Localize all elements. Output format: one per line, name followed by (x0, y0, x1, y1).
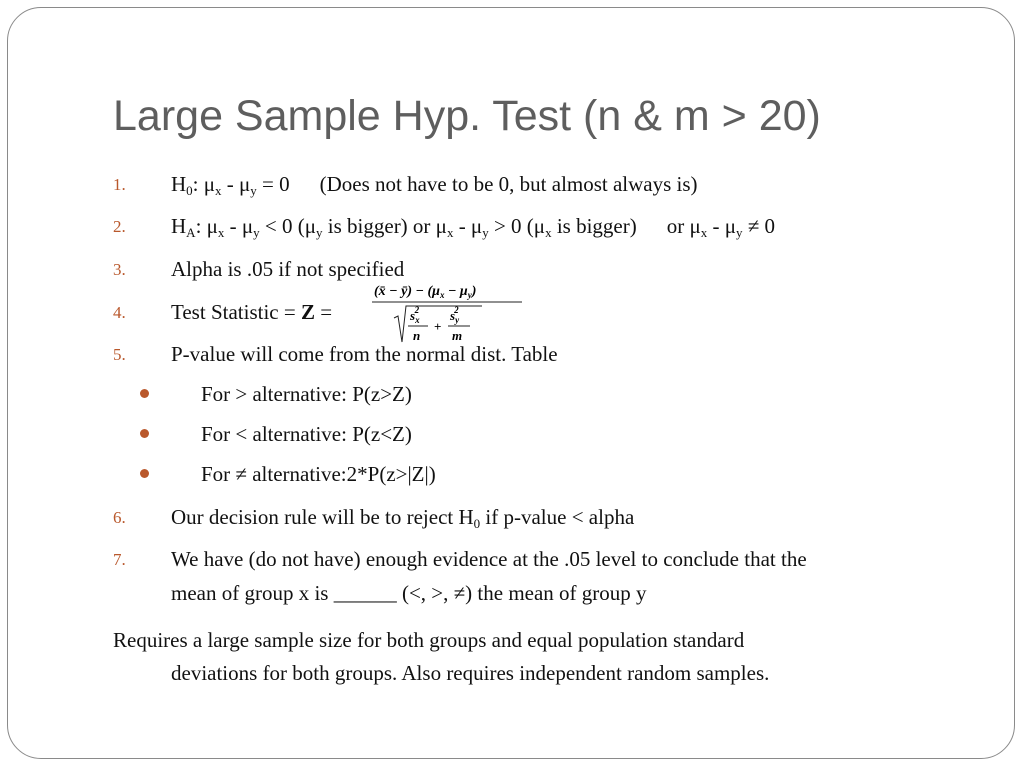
item-6-text: Our decision rule will be to reject $H_0$ if p-value < alpha (171, 505, 635, 531)
formula-numerator: (x̄ − ȳ) − $(\mu_x - \mu_y)$ (374, 284, 477, 300)
test-statistic-formula (372, 280, 522, 350)
formula-sy: $s_y2$ (450, 305, 460, 325)
requirements-paragraph (113, 624, 769, 690)
formula-m: m (452, 328, 463, 343)
bullet-greater: For > alternative: P(z>Z) (201, 382, 412, 406)
bullet-dot (140, 389, 149, 398)
item-2-number: 2. (113, 217, 126, 236)
item-3-text: Alpha is .05 if not specified (171, 257, 405, 281)
formula-n: n (413, 328, 421, 343)
formula-sx: $s_x2$ (410, 305, 420, 325)
bullet-dot (140, 429, 149, 438)
item-1-number: 1. (113, 175, 126, 194)
item-4-number: 4. (113, 303, 126, 322)
bullet-dot (140, 469, 149, 478)
item-7-line-2: mean of group x is ______ (<, >, ≠) the mean of group y (171, 581, 647, 605)
requirements-line-2: deviations for both groups. Also requires independent random samples. (171, 661, 770, 685)
item-3-number: 3. (113, 260, 126, 279)
item-1-text: $H_0$: $\mu_x - \mu_y = 0$ (Does not have to be 0, but almost always is) (171, 172, 698, 198)
item-2-text: $H_A$: $\mu_x - \mu_y < 0$ ($\mu_y$ is bigger) or $\mu_x - \mu_y > 0$ ($\mu_x$ is bigger) or $\mu_x - \mu_y \ne 0$ (171, 214, 776, 240)
bullet-less: For < alternative: P(z<Z) (201, 422, 412, 446)
item-5-number: 5. (113, 345, 126, 364)
slide-title: Large Sample Hyp. Test (n & m > 20) (113, 92, 821, 140)
item-5-text: P-value will come from the normal dist. Table (171, 342, 558, 366)
formula-plus: + (434, 319, 442, 334)
item-7-line-1: We have (do not have) enough evidence at the .05 level to conclude that the (171, 547, 807, 571)
requirements-line-1: Requires a large sample size for both groups and equal population standard (113, 628, 745, 652)
item-7-number: 7. (113, 550, 126, 569)
item-6-number: 6. (113, 508, 126, 527)
bullet-not-equal: For ≠ alternative:2*P(z>|Z|) (201, 462, 436, 486)
item-4-text: Test Statistic = Z = (171, 300, 333, 324)
